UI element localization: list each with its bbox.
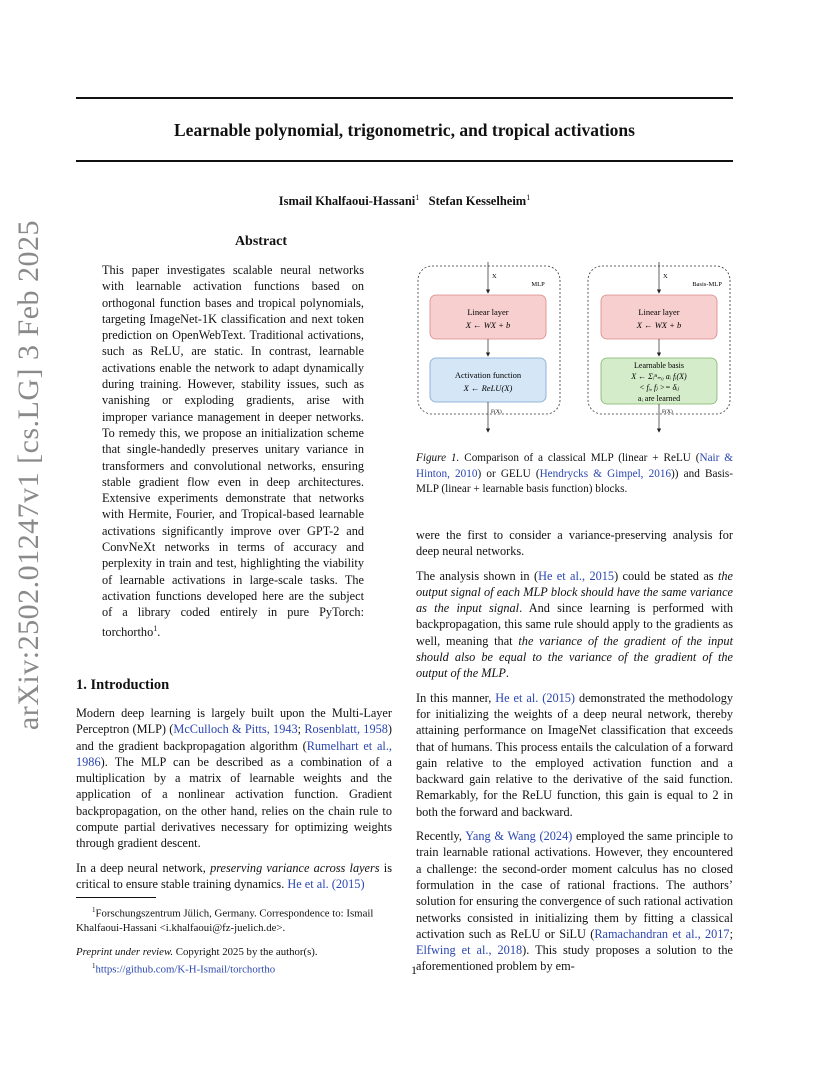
affiliation-footnote: [76, 903, 392, 935]
footnote-text: Forschungszentrum Jülich, Germany. Correspondence to: Ismail Khalfaoui-Hassani <i.khalfaoui@fz-juelich.de>.: [76, 907, 374, 934]
citation-link[interactable]: McCulloch & Pitts, 1943: [173, 722, 298, 737]
orthogonality-condition: < fᵢ, fⱼ >= δᵢⱼ: [639, 383, 679, 392]
output-label: F(X): [662, 409, 673, 415]
paragraph: [416, 828, 733, 975]
text-run: ;: [297, 722, 305, 737]
citation-link[interactable]: Yang & Wang (2024): [465, 829, 573, 844]
footnote-mark: 1: [92, 906, 96, 914]
emphasis: the variance of the gradient of the input should also be equal to the variance of the gradient of the output of the MLP: [416, 633, 733, 681]
abstract-body: [102, 262, 364, 640]
author-affiliation-mark: 1: [526, 193, 531, 202]
preprint-note: [76, 945, 392, 959]
paragraph: [76, 860, 392, 893]
activation-equation: X ← ReLU(X): [463, 383, 513, 393]
footnote-rule: [76, 897, 156, 898]
text-run: Recently,: [416, 829, 466, 844]
text-run: is critical to ensure stable training dynamics.: [76, 860, 392, 891]
paper-title: Learnable polynomial, trigonometric, and tropical activations: [174, 120, 635, 140]
text-run: ;: [729, 926, 733, 941]
text-run: . And since learning is performed with backpropagation, this same rule should apply to the gradients as well, meaning that: [416, 601, 733, 648]
paragraph: [416, 690, 733, 820]
footnote-url-link[interactable]: https://github.com/K-H-Ismail/torchortho: [95, 963, 276, 976]
citation-link[interactable]: Nair & Hinton, 2010: [416, 452, 733, 480]
mlp-container-label: MLP: [531, 281, 545, 288]
author-affiliation-mark: 1: [415, 193, 420, 202]
text-run: .: [505, 666, 509, 681]
learnable-basis-title: Learnable basis: [634, 361, 684, 370]
text-run: demonstrated the methodology for initializing the weights of a deep neural network, thereby attaining performance on ImageNet classification that exceeds that of humans. This process entails the calculation of a forward gain relative to the employed activation function and a backward gain relative to the derivative of the said function. Remarkably, for the ReLU function, this gain is equal to 2 in both the forward and backward.: [416, 690, 734, 819]
text-run: ). This study proposes a solution to the aforementioned problem by em-: [416, 943, 733, 974]
text-run: Comparison of a classical MLP (linear + ReLU (: [459, 452, 700, 464]
section-heading-introduction: 1. Introduction: [76, 677, 170, 693]
learned-coefficients-note: aᵢ are learned: [637, 394, 681, 403]
text-run: The analysis shown in (: [416, 568, 539, 583]
linear-layer-equation: X ← WX + b: [636, 320, 682, 330]
input-label: X: [492, 273, 497, 280]
linear-layer-title: Linear layer: [638, 307, 680, 317]
text-run: Modern deep learning is largely built upon the Multi-Layer Perceptron (MLP) (: [76, 706, 392, 737]
text-run: ) could be stated as: [614, 568, 718, 583]
figure-1-diagram: [416, 262, 733, 434]
author-name: Stefan Kesselheim: [428, 194, 527, 209]
input-label: X: [663, 273, 668, 280]
caption-label: Figure 1.: [416, 452, 460, 464]
footnote-text: Copyright 2025 by the author(s).: [173, 945, 318, 958]
text-run: ). The MLP can be described as a combination of a multiplication by a matrix of learnable weights and the application of a nonlinear activation function. Gradient backpropagation, on the other hand, relies on the chain rule to compute partial derivatives necessary for optimizing weights through gradient descent.: [76, 754, 392, 851]
citation-link[interactable]: Elfwing et al., 2018: [416, 943, 523, 958]
citation-link[interactable]: Rumelhart et al., 1986: [76, 738, 392, 769]
paragraph: [76, 705, 392, 852]
text-run: ) and the gradient backpropagation algorithm (: [76, 722, 393, 753]
abstract-end: .: [157, 624, 161, 639]
basis-mlp-container-label: Basis-MLP: [692, 281, 722, 288]
top-rule: [76, 97, 733, 99]
arxiv-watermark: arXiv:2502.01247v1 [cs.LG] 3 Feb 2025: [12, 219, 45, 731]
activation-box: [430, 358, 546, 402]
linear-layer-box: [601, 295, 717, 339]
output-label: F(X): [491, 409, 502, 415]
author-name: Ismail Khalfaoui-Hassani: [278, 194, 416, 209]
emphasis: preserving variance across layers: [210, 860, 380, 875]
footnote-mark: 1: [92, 961, 96, 970]
citation-link[interactable]: He et al., 2015: [538, 568, 615, 583]
introduction-body: [76, 705, 392, 892]
activation-title: Activation function: [454, 370, 522, 380]
emphasis: Preprint under review.: [76, 945, 174, 958]
text-run: )) and Basis-MLP (linear + learnable basis function) blocks.: [416, 467, 733, 495]
emphasis: the output signal of each MLP block should have the same variance as the input signal: [416, 568, 733, 616]
text-run: employed the same principle to train learnable rational activations. However, they encountered a challenge: the second-order moment calculus has no closed formulation in the case of rational fractions. The authors’ solution for ensuring the convergence of such rational activation networks consisted in initializing them by fitting a classical activation such as ReLU or SiLU (: [416, 829, 733, 941]
title-bottom-rule: [76, 160, 733, 162]
citation-link[interactable]: Ramachandran et al., 2017: [594, 926, 730, 941]
learnable-basis-equation: X ← Σᵢⁿ₌₀ aᵢ fᵢ(X): [631, 372, 687, 381]
abstract-text: This paper investigates scalable neural networks with learnable activation functions based on orthogonal function bases and tropical polynomials, targeting ImageNet-1K classification and next token prediction on OpenWebText. Traditional activations, such as ReLU, are static. In contrast, learnable activations enable the network to adapt dynamically during training. However, stability issues, such as vanishing or exploding gradients, arise with improper variance management in deeper networks. To remedy this, we propose an initialization scheme that single-handedly preserves unitary variance in transformers and convolutional networks, ensuring stable gradient flow even in deep architectures. Extensive experiments demonstrate that networks with Hermite, Fourier, and Tropical-based learnable activations significantly improve over GPT-2 and ConvNeXt networks in terms of accuracy and perplexity in train and test, highlighting the viability of learnable activations in large-scale tasks. The activation functions developed here are the subject of a library coded entirely in pure PyTorch: torchortho: [102, 263, 364, 639]
text-run: ) or GELU (: [477, 467, 540, 480]
text-run: In this manner,: [416, 690, 496, 705]
linear-layer-equation: X ← WX + b: [465, 320, 511, 330]
right-column-body: [416, 527, 733, 975]
citation-link[interactable]: Hendrycks & Gimpel, 2016: [539, 467, 672, 480]
citation-link[interactable]: He et al. (2015): [287, 876, 365, 891]
page-number: 1: [411, 963, 417, 977]
linear-layer-box: [430, 295, 546, 339]
text-run: In a deep neural network,: [76, 860, 211, 875]
footnote-mark: 1: [153, 623, 158, 633]
citation-link[interactable]: He et al. (2015): [495, 690, 576, 705]
abstract-heading: Abstract: [234, 234, 288, 249]
linear-layer-title: Linear layer: [467, 307, 509, 317]
citation-link[interactable]: Rosenblatt, 1958: [304, 722, 388, 737]
paragraph: [416, 568, 733, 682]
figure-1-caption: [416, 451, 733, 498]
author-list: [76, 193, 733, 209]
paragraph: were the first to consider a variance-preserving analysis for deep neural networks.: [416, 528, 733, 559]
